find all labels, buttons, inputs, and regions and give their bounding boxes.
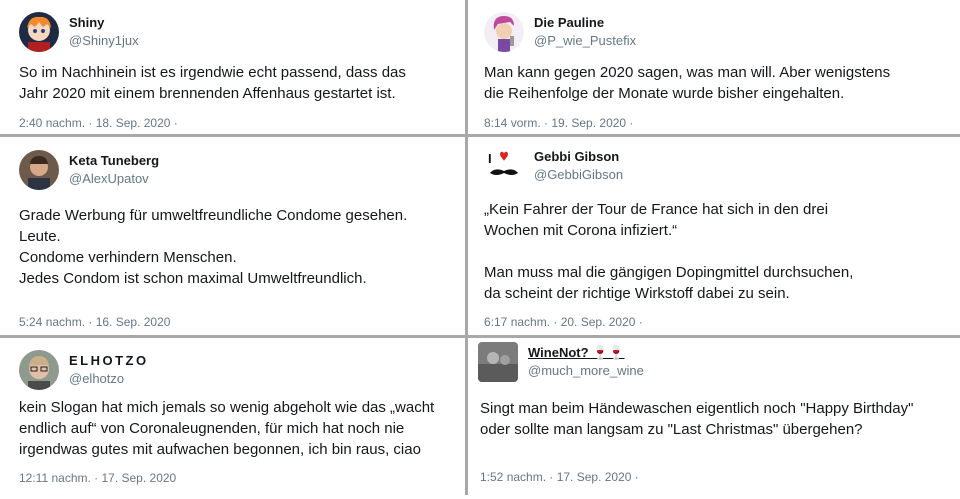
user-handle[interactable]: @Shiny1jux	[69, 33, 139, 48]
tweet-text: „Kein Fahrer der Tour de France hat sich in den drei Wochen mit Corona infiziert.“ Man muss mal die gängigen Dopingmittel durchsuchen, da scheint der richtige Wirkstoff dabei zu sein.	[484, 201, 854, 302]
avatar[interactable]	[484, 12, 524, 52]
avatar[interactable]	[19, 150, 59, 190]
anime-girl-avatar-icon	[19, 12, 59, 52]
tweet-text: So im Nachhinein ist es irgendwie echt passend, dass das Jahr 2020 mit einem brennenden Affenhaus gestartet ist.	[19, 64, 406, 102]
user-handle[interactable]: @elhotzo	[69, 371, 125, 386]
tweet-card[interactable]	[19, 350, 459, 495]
column-divider	[465, 0, 468, 495]
row-divider-left-1	[0, 134, 465, 137]
tweet-text: Man kann gegen 2020 sagen, was man will. Aber wenigstens die Reihenfolge der Monate wurde bisher eingehalten.	[484, 64, 891, 102]
tweet-timestamp[interactable]: 6:17 nachm. · 20. Sep. 2020 ·	[484, 315, 643, 329]
tweet-timestamp[interactable]: 5:24 nachm. · 16. Sep. 2020	[19, 315, 171, 329]
tweet-card[interactable]	[19, 12, 459, 132]
display-name[interactable]: Keta Tuneberg	[69, 153, 160, 168]
tweet-card[interactable]	[484, 12, 954, 132]
tweet-card[interactable]	[19, 150, 459, 332]
svg-text:I: I	[488, 151, 492, 166]
display-name[interactable]: Shiny	[69, 15, 105, 30]
tweet-timestamp[interactable]: 8:14 vorm. · 19. Sep. 2020 ·	[484, 116, 634, 130]
row-divider-right-2	[468, 335, 960, 338]
tweet-card[interactable]	[478, 342, 954, 495]
display-name[interactable]: ELHOTZO	[69, 353, 149, 368]
tweet-text: Singt man beim Händewaschen eigentlich noch "Happy Birthday" oder sollte man langsam zu "Last Christmas" übergehen?	[480, 400, 914, 438]
avatar[interactable]	[19, 12, 59, 52]
man-photo-avatar-icon	[19, 150, 59, 190]
user-handle[interactable]: @GebbiGibson	[534, 167, 624, 182]
photo-avatar-icon	[478, 342, 518, 382]
tweet-card[interactable]	[484, 146, 954, 332]
tweet-timestamp[interactable]: 2:40 nachm. · 18. Sep. 2020 ·	[19, 116, 178, 130]
user-handle[interactable]: @P_wie_Pustefix	[534, 33, 637, 48]
display-name[interactable]: Die Pauline	[534, 15, 605, 30]
i-love-mustache-avatar-icon	[484, 146, 524, 186]
cartoon-woman-avatar-icon	[484, 12, 524, 52]
tweet-text: kein Slogan hat mich jemals so wenig abgeholt wie das „wacht endlich auf“ von Coronaleugnenden, für mich hat noch nie irgendwas gutes mit aufwachen begonnen, ich bin raus, ciao	[19, 399, 435, 458]
user-handle[interactable]: @much_more_wine	[528, 363, 644, 378]
tweet-timestamp[interactable]: 1:52 nachm. · 17. Sep. 2020 ·	[480, 470, 639, 484]
row-divider-left-2	[0, 335, 465, 338]
display-name[interactable]: Gebbi Gibson	[534, 149, 620, 164]
user-handle[interactable]: @AlexUpatov	[69, 171, 149, 186]
avatar[interactable]	[19, 350, 59, 390]
display-name[interactable]: WineNot? 🍷🍷	[528, 345, 625, 360]
row-divider-right-1	[468, 134, 960, 137]
avatar[interactable]	[478, 342, 518, 382]
tweet-text: Grade Werbung für umweltfreundliche Condome gesehen. Leute. Condome verhindern Menschen. Jedes Condom ist schon maximal Umweltfreundlich.	[19, 207, 408, 287]
avatar[interactable]	[484, 146, 524, 186]
tweet-timestamp[interactable]: 12:11 nachm. · 17. Sep. 2020	[19, 471, 177, 485]
man-glasses-avatar-icon	[19, 350, 59, 390]
